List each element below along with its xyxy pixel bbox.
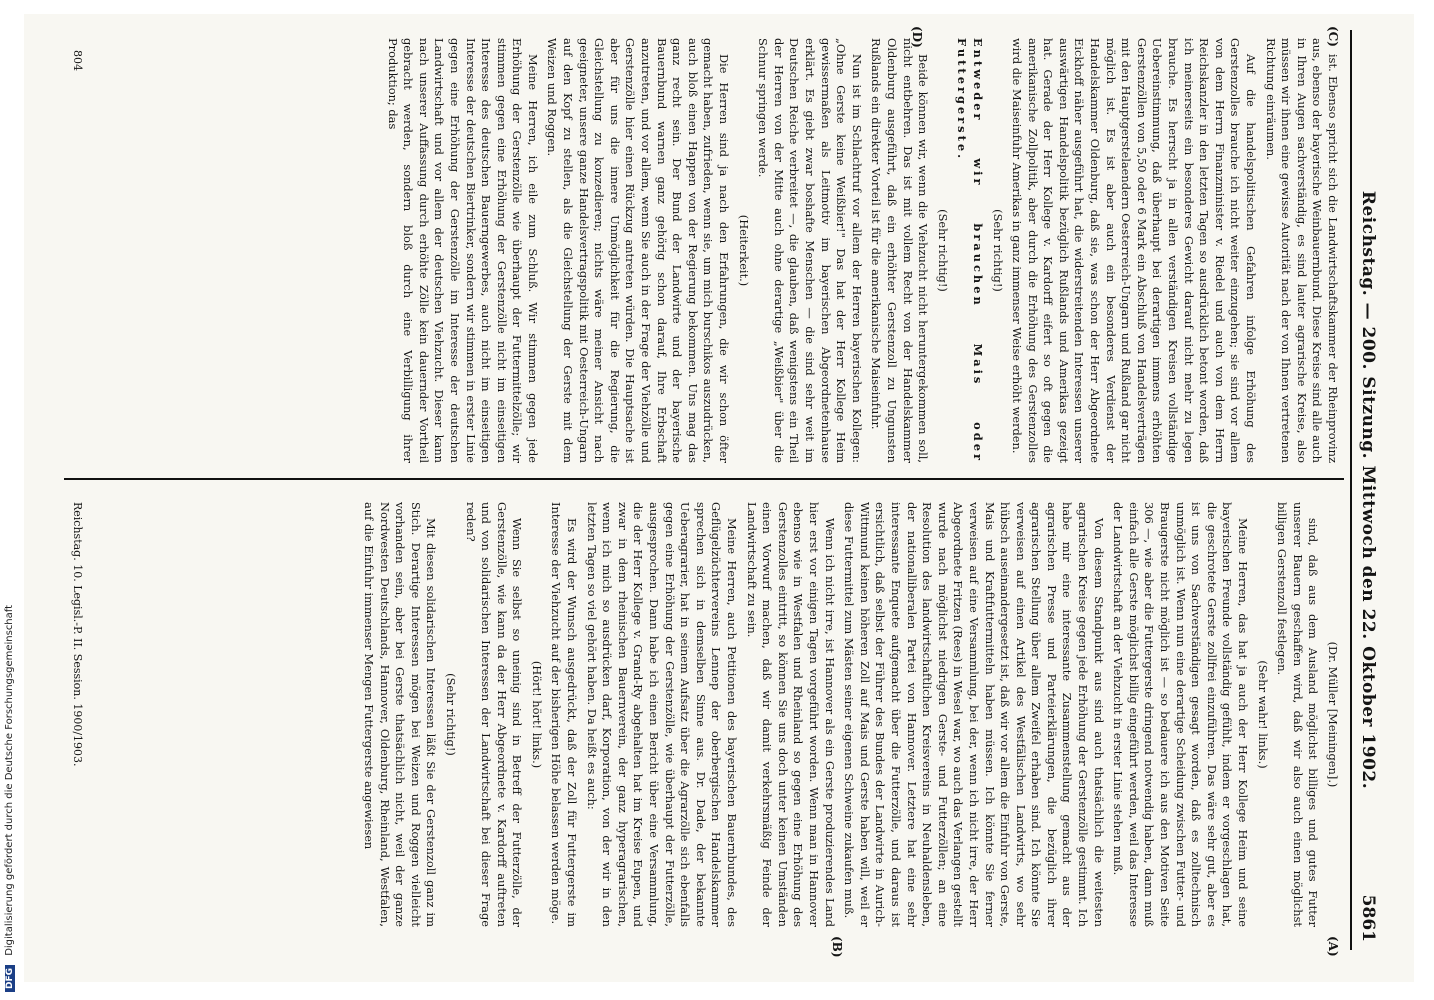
paragraph: Wenn ich nicht irre, ist Hannover als ein Gerste produzierendes Land hier erst vor einigen Tagen vorgeführt worden. Wenn man in Hannover ebenso wie in Westfalen und Rheinland so gegen eine Erhöhung des Gerstenzolles eintritt, so können Sie uns doch unter keinen Umständen einen Vorwurf machen, daß wir damit verkehrsmäßig Feinde der Landwirtschaft zu sein. [744, 502, 837, 927]
page-title: Reichstag. — 200. Sitzung. Mittwoch den 22. Oktober 1902. [1358, 190, 1378, 790]
paragraph: sind, daß aus dem Ausland möglichst billiges und gutes Futter unserer Bauern geschaffen wird, daß wir also auch einen möglichst billigen Gerstenzoll festlegen. [1275, 502, 1321, 927]
paragraph: Wenn Sie selbst so uneinig sind in Betreff der Futterzölle, der Gerstenzölle, wie kann da der Herr Abgeordnete v. Kardorff auftreten und von solidarischen Interessen der Landwirtschaft bei dieser Frage reden? [463, 502, 525, 927]
column-divider [64, 478, 1344, 480]
interjection: (Hört! hört! links.) [529, 660, 544, 769]
interjection: (Sehr richtig!) [990, 209, 1005, 292]
interjection: (Sehr richtig!) [935, 209, 950, 292]
speaker-line: (Dr. Müller [Meiningen].) [1326, 641, 1340, 788]
paragraph: Auf die handelspolitischen Gefahren infolge Erhöhung des Gerstenzolles brauche ich nicht weiter einzugehen; sie sind vor allem von dem Herrn Finanzminister v. Riedel und auch von dem Herrn Reichskanzler in den letzten Tagen so ausdrücklich betont worden, daß ich meinerseits ein besonderes Gewicht darauf nicht mehr zu legen brauche. Es herrscht ja in allen verständigen Kreisen vollständige Uebereinstimmung, daß überhaupt bei derartigen immens erhöhten Gerstenzöllen von 5,50 oder 6 Mark ein Abschluß von Handelsverträgen mit den Hauptgerstelaendern Oesterreich-Ungarn und Rußland gar nicht möglich ist. Es ist aber auch ein besonderes Verdienst der Handelskammer Oldenburg, daß sie, was schon der Herr Abgeordnete Eickhoff näher ausgeführt hat, die widerstreitenden Interessen unserer auswärtigen Handelspolitik bezüglich Rußlands und Amerikas gezeigt hat. Gerade der Herr Kollege v. Kardorff eifert so oft gegen die amerikanische Zollpolitik, aber durch die Erhöhung des Gerstenzolles wird die Maiseinfuhr Amerikas in ganz immenser Weise erhöht werden. [1010, 38, 1259, 463]
margin-marker-d: (D) [910, 26, 924, 48]
interjection: (Sehr wahr! links.) [1255, 660, 1270, 769]
rotated-page [54, 26, 1384, 958]
page-header [1350, 30, 1384, 950]
digitization-credit [4, 605, 15, 992]
emphasis-line: Entweder wir brauchen Mais oder Futtergerste. [955, 38, 985, 463]
digitization-text: Digitalisierung gefördert durch die Deutsche Forschungsgemeinschaft [4, 604, 15, 956]
left-column [70, 502, 1340, 927]
paragraph: Meine Herren, auch Petitionen des bayerischen Bauernbundes, des Geflügelzüchtervereins Lennep der oberbergischen Handelskammer sprechen sich in demselben Sinne aus. Dr. Dade, der bekannte Ueberagrarier, hat in seinem Aufsatz über die Agrarzölle sich ebenfalls gegen eine Erhöhung der Gerstenzölle, wie überhaupt der Futterzölle, ausgesprochen. Dann habe ich einen Bericht über eine Versammlung, die der Herr Kollege v. Grand-Ry abgehalten hat im Kreise Eupen, und zwar in dem rheinischen Bauernverein, der ganz hyperagrarischen, wenn ich mich so ausdrücken darf, Korporation, von der wir in den letzten Tagen so viel gehört haben. Da heißt es auch: [584, 502, 740, 927]
paragraph: Die Herren sind ja nach den Erfahrungen, die wir schon öfter gemacht haben, zufrieden, wenn sie, um mich burschikos auszudrücken, auch bloß einen Happen von der Regierung bekommen. Uns mag das ganz recht sein. Der Bund der Landwirte und der bayerische Bauernbund warnen ganz gehörig schon darauf, Ihre Erbschaft anzutreten, und vor allem, wenn Sie auch in der Frage der Viehzölle und Gerstenzölle hier einen Rückzug antreten würden. Die Hauptsache ist aber für uns die innere Unmöglichkeit für die Regierung, die Gleichstellung zu konzedieren; nichts wäre meiner Ansicht nach geeigneter, unsere ganze Handelsvertragspolitik mit Oesterreich-Ungarn auf den Kopf zu stellen, als die Gleichstellung der Gerste mit dem Weizen und Roggen. [545, 38, 732, 463]
sheet-number: 804 [71, 50, 84, 71]
paragraph: Mit diesen solidarischen Interessen läßt Sie der Gerstenzoll ganz im Stich. Derartige Interessen mögen bei Weizen und Roggen vielleicht vorhanden sein, aber bei Gerste thatsächlich nicht, weil der ganze Nordwesten Deutschlands, Hannover, Oldenburg, Rheinland, Westfalen, auf die Einfuhr immenser Mengen Futtergerste angewiesen [361, 502, 439, 927]
page-number: 5861 [1358, 894, 1378, 942]
right-column [70, 38, 1340, 463]
paragraph: Meine Herren, das hat ja auch der Herr Kollege Heim und seine bayerischen Freunde vollständig gefühlt, indem er vorgeschlagen hat, die geschrotete Gerste zollfrei einzuführen. Das wäre sehr gut, aber es ist uns von Sachverständigen gesagt worden, daß es zolltechnisch unmöglich ist. Wenn nun eine derartige Scheidung zwischen Futter- und Braugerste nicht möglich ist — so bedauere ich aus den Motiven Seite 306 —, wie aber die Futtergerste dringend notwendig haben, dann muß einfach alle Gerste möglichst billig eingeführt werden, weil das Interesse der Landwirtschaft an der Viehzucht in erster Linie stehen muß. [1111, 502, 1251, 927]
paragraph: Beide können wir, wenn die Viehzucht nicht heruntergekommen soll, nicht entbehren. Das ist mit vollem Recht von der Handelskammer Oldenburg ausgeführt, daß ein erhöhter Gerstenzoll zu Ungunsten Rußlands ein direkter Vorteil ist für die amerikanische Maiseinfuhr. [869, 38, 931, 463]
dfg-logo: DFG [5, 965, 15, 992]
margin-marker-c: (C) [1326, 26, 1340, 47]
margin-marker-a: (A) [1326, 936, 1340, 957]
interjection: (Sehr richtig!) [443, 673, 458, 756]
paragraph: Nun ist im Schlachtruf vor allem der Herren bayerischen Kollegen: „Ohne Gerste keine Weißbier!" Das hat der Herr Kollege Heim gewissermaßen als Leitmotiv im bayerischen Abgeordnetenhause erklärt. Es giebt zwar boshafte Menschen — die sind sehr weit im Deutschen Reiche verbreitet —, die glauben, daß wenigstens ein Theil der Herren von der Mitte auch ohne derartige „Weißbier" über die Schnur springen werde. [756, 38, 864, 463]
paragraph: Meine Herren, ich eile zum Schluß. Wir stimmen gegen jede Erhöhung der Gerstenzölle wie überhaupt der Futtermittelzölle; wir stimmen gegen eine Erhöhung der Gerstenzölle nicht im einseitigen Interesse des deutschen Bauerngewerbes, auch nicht im einseitigen Interesse der deutschen Biertrinker, sondern wir stimmen in erster Linie gegen eine Erhöhung der Gerstenzölle im Interesse der deutschen Landwirtschaft und vor allem der deutschen Viehzucht. Dieser kann nach unserer Auffassung durch erhöhte Zölle kein dauernder Vortheil gebracht werden, sondern bloß durch eine Verbilligung ihrer Produktion; das [385, 38, 540, 463]
margin-marker-b: (B) [830, 936, 844, 958]
quotation: Es wird der Wunsch ausgedrückt, daß der Zoll für Futtergerste im Interesse der Viehzucht auf der bisherigen Höhe belassen werden möge. [549, 502, 580, 927]
session-footer: Reichstag. 10. Legisl.-P. II. Session. 1900/1903. [71, 502, 84, 767]
paragraph: Von diesem Standpunkt aus sind auch thatsächlich die weitesten agrarischen Kreise gegen jede Erhöhung der Gerstenzölle gestimmt. Ich habe mir eine interessante Zusammenstellung gemacht aus der agrarischen Presse und Parteierklärungen, die bezüglich ihrer agrarischen Stellung über allem Zweifel erhaben sind. Ich könnte Sie verweisen auf einen Artikel des Westfälischen Landwirts, wo sehr hübsch auseinandergesetzt ist, daß wir vor allem die Einfuhr von Gerste, Mais und Kraftfuttermitteln haben müssen. Ich könnte Sie ferner verweisen auf eine Versammlung, bei der, wenn ich nicht irre, der Herr Abgeordnete Fritzen (Rees) in Wesel war, wo auch das Verlangen gestellt wurde nach möglichst niedrigen Gerste- und Futterzöllen; an eine Resolution des landwirtschaftlichen Kreisvereins in Neuhaldensleben, der nationalliberalen Partei von Hannover. Letztere hat eine sehr interessante Enquete aufgemacht über die Futterzölle, und daraus ist ersichtlich, daß selbst der Führer des Bundes der Landwirte in Aurich-Wittmund keinen höheren Zoll auf Mais und Gerste haben will, weil er diese Futtermittel zum Mästen seiner eigenen Schweine zukaufen muß. [842, 502, 1106, 927]
digitization-strip [0, 0, 24, 1000]
interjection: (Heiterkeit.) [736, 214, 751, 287]
paragraph: ist. Ebenso spricht sich die Landwirtschaftskammer der Rheinprovinz aus, ebenso der bayerische Weinbauernbund. Diese Kreise sind alle auch in Ihren Augen sachverständig, es sind lauter agrarische Kreise, also müssen wir ihnen eine gewisse Autorität nach der von Ihnen vertretenen Richtung einräumen. [1263, 38, 1340, 463]
